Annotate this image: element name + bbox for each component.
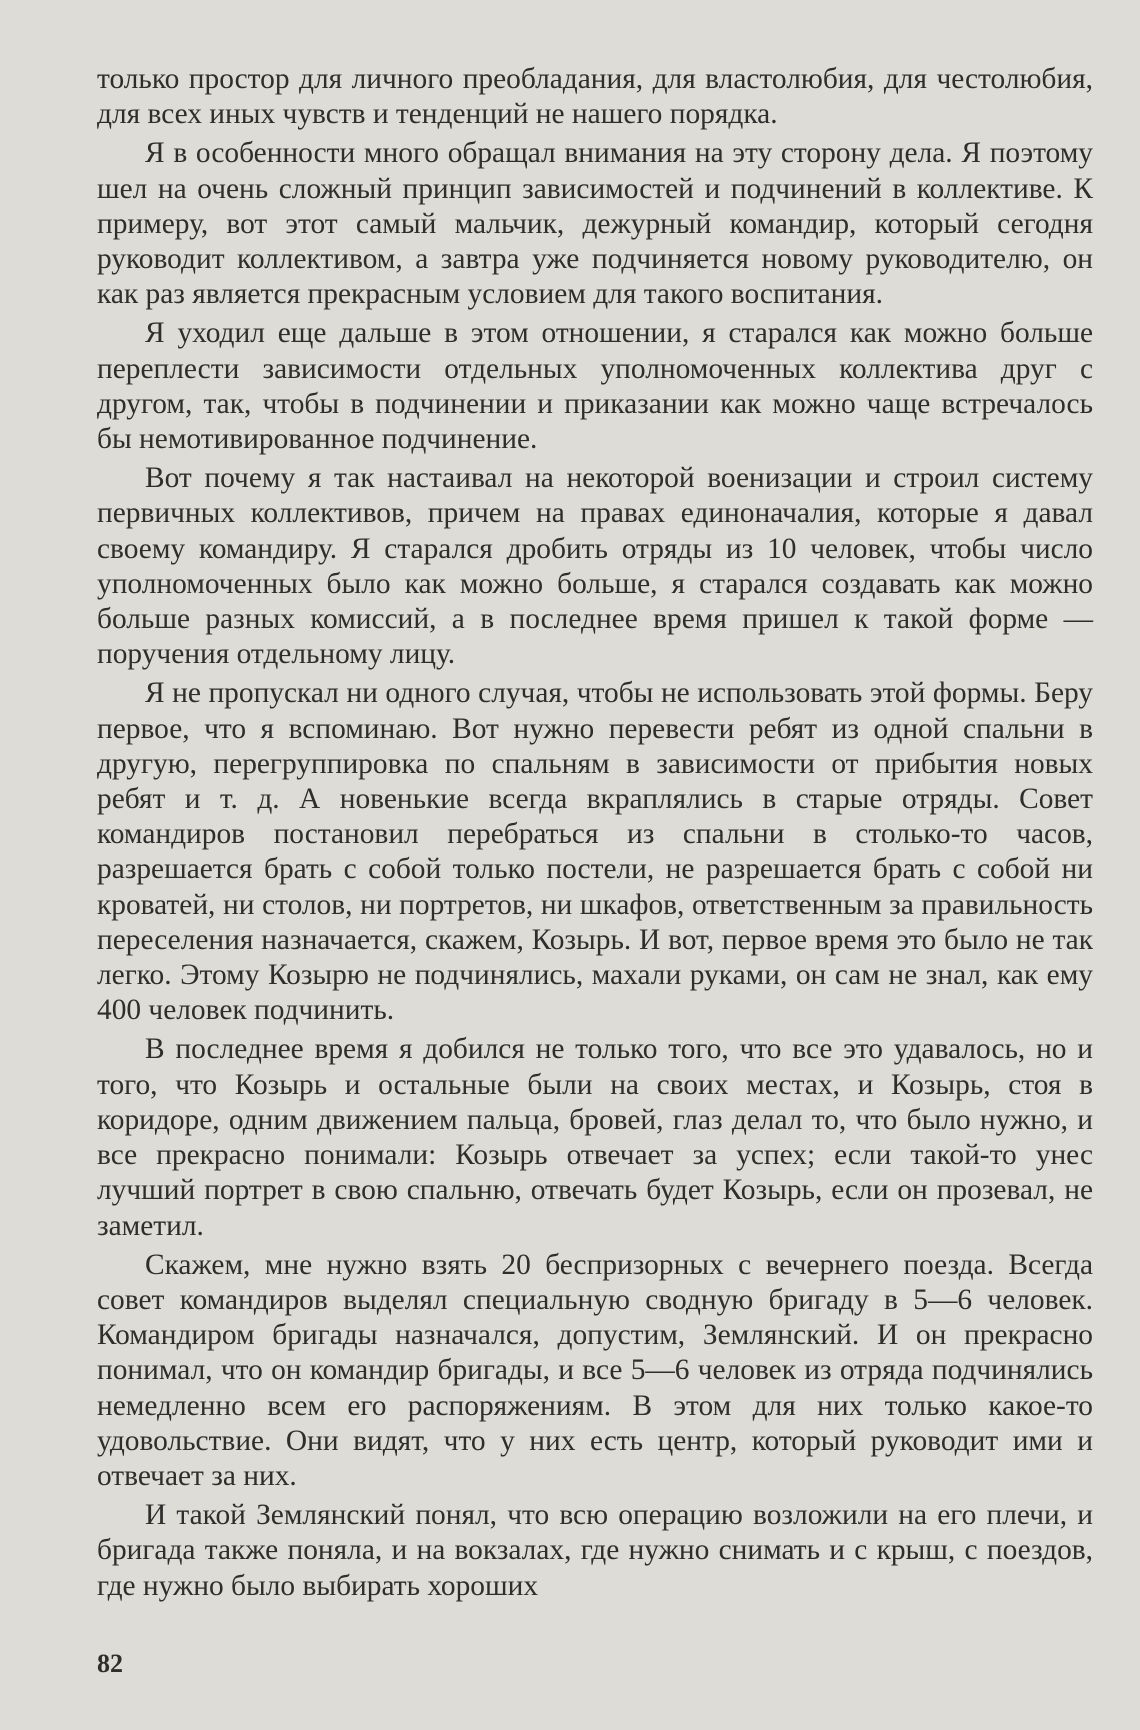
paragraph: И такой Землянский понял, что всю операцию возложили на его плечи, и бригада также поняла, и на вокзалах, где нужно снимать и с крыш, с поездов, где нужно было выбирать хороших (97, 1499, 1093, 1602)
paragraph: Я уходил еще дальше в этом отношении, я старался как можно больше переплести зависимости отдельных уполномоченных коллектива друг с другом, так, чтобы в подчинении и приказании как можно чаще встречалось бы немотивированное подчинение. (97, 317, 1093, 456)
paragraph: Скажем, мне нужно взять 20 беспризорных с вечернего поезда. Всегда совет командиров выделял специальную сводную бригаду в 5—6 человек. Командиром бригады назначался, допустим, Землянский. И он прекрасно понимал, что он командир бригады, и все 5—6 человек из отряда подчинялись немедленно всем его распоряжениям. В этом для них только какое-то удовольствие. Они видят, что у них есть центр, который руководит ими и отвечает за них. (97, 1248, 1093, 1492)
paragraph: Вот почему я так настаивал на некоторой военизации и строил систему первичных коллективов, причем на правах единоначалия, которые я давал своему командиру. Я старался дробить отряды из 10 человек, чтобы число уполномоченных было как можно больше, я старался создавать как можно больше разных комиссий, а в последнее время пришел к такой форме — поручения отдельному лицу. (97, 462, 1093, 671)
paragraph: только простор для личного преобладания, для властолюбия, для честолюбия, для всех иных чувств и тенденций не нашего порядка. (97, 63, 1093, 131)
paragraph: Я в особенности много обращал внимания на эту сторону дела. Я поэтому шел на очень сложный принцип зависимостей и подчинений в коллективе. К примеру, вот этот самый мальчик, дежурный командир, который сегодня руководит коллективом, а завтра уже подчиняется новому руководителю, он как раз является прекрасным условием для такого воспитания. (97, 137, 1093, 311)
body-text (97, 62, 1093, 1604)
paragraph: Я не пропускал ни одного случая, чтобы не использовать этой формы. Беру первое, что я вспоминаю. Вот нужно перевести ребят из одной спальни в другую, перегруппировка по спальням в зависимости от прибытия новых ребят и т. д. А новенькие всегда вкраплялись в старые отряды. Совет командиров постановил перебраться из спальни в столько-то часов, разрешается брать с собой только постели, не разрешается брать с собой ни кроватей, ни столов, ни портретов, ни шкафов, ответственным за правильность переселения назначается, скажем, Козырь. И вот, первое время это было не так легко. Этому Козырю не подчинялись, махали руками, он сам не знал, как ему 400 человек подчинить. (97, 677, 1093, 1027)
paragraph: В последнее время я добился не только того, что все это удавалось, но и того, что Козырь и остальные были на своих местах, и Козырь, стоя в коридоре, одним движением пальца, бровей, глаз делал то, что было нужно, и все прекрасно понимали: Козырь отвечает за успех; если такой-то унес лучший портрет в свою спальню, отвечать будет Козырь, если он прозевал, не заметил. (97, 1033, 1093, 1242)
page-number: 82 (97, 1649, 123, 1678)
